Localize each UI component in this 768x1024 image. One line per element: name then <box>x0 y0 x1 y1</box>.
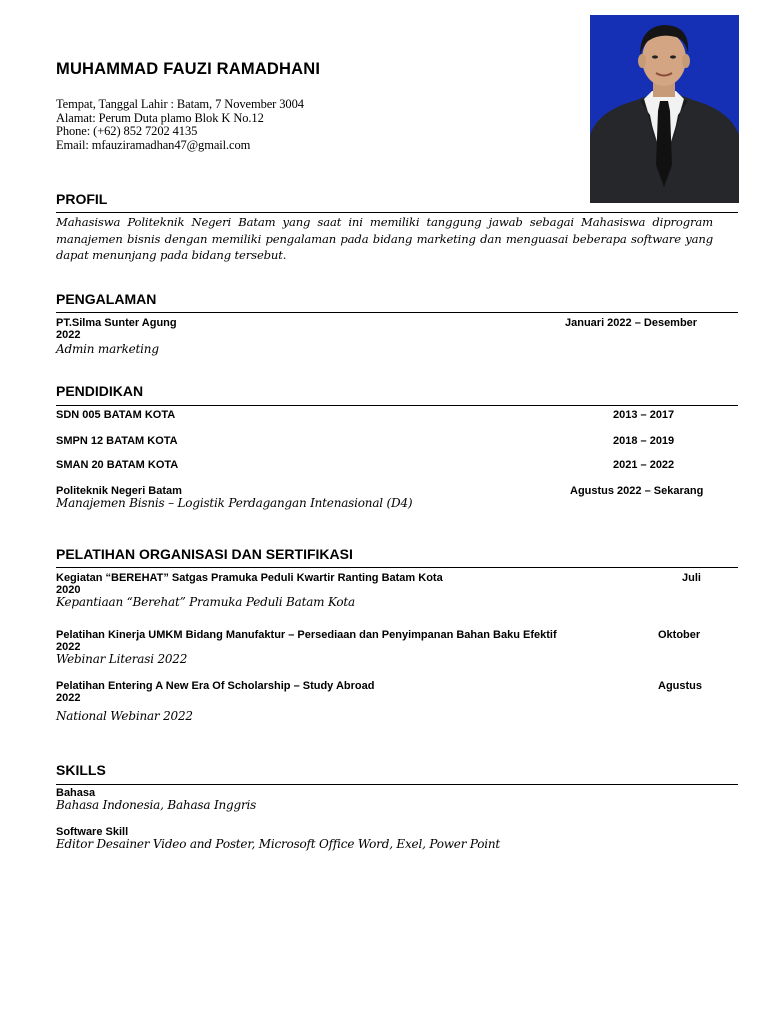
education-date: Agustus 2022 – Sekarang <box>570 485 704 497</box>
email: Email: mfauziramadhan47@gmail.com <box>56 137 251 152</box>
section-divider <box>56 212 738 213</box>
experience-company: PT.Silma Sunter Agung <box>56 317 177 329</box>
skill-label-software: Software Skill <box>56 826 129 838</box>
education-date: 2018 – 2019 <box>613 435 675 447</box>
training-desc: Kepantiaan “Berehat” Pramuka Peduli Batam Kota <box>56 595 356 609</box>
person-photo-icon <box>590 15 739 203</box>
training-title: Kegiatan “BEREHAT” Satgas Pramuka Peduli Kwartir Ranting Batam Kota <box>56 572 443 584</box>
section-heading-profil: PROFIL <box>56 191 108 207</box>
full-name: MUHAMMAD FAUZI RAMADHANI <box>56 60 321 78</box>
address: Alamat: Perum Duta plamo Blok K No.12 <box>56 110 264 125</box>
section-heading-pengalaman: PENGALAMAN <box>56 291 157 307</box>
contact-info <box>56 98 304 152</box>
training-month: Agustus <box>658 680 702 692</box>
experience-role: Admin marketing <box>56 342 159 356</box>
skill-value-bahasa: Bahasa Indonesia, Bahasa Inggris <box>56 798 257 812</box>
phone: Phone: (+62) 852 7202 4135 <box>56 124 198 139</box>
education-date: 2013 – 2017 <box>613 409 675 421</box>
birth-info: Tempat, Tanggal Lahir : Batam, 7 November 3004 <box>56 97 304 111</box>
section-divider <box>56 312 738 313</box>
section-divider <box>56 567 738 568</box>
training-year: 2022 <box>56 692 81 704</box>
profil-text: Mahasiswa Politeknik Negeri Batam yang saat ini memiliki tanggung jawab sebagai Mahasiswa diprogram manajemen bisnis dengan memiliki pengalaman pada bidang marketing dan menguasai beberapa software yang dapat menunjang pada bidang tersebut. <box>56 215 713 262</box>
education-school: SDN 005 BATAM KOTA <box>56 409 176 421</box>
section-heading-pendidikan: PENDIDIKAN <box>56 383 144 399</box>
education-school: Politeknik Negeri Batam <box>56 485 182 497</box>
training-desc: Webinar Literasi 2022 <box>56 652 188 666</box>
profile-photo <box>590 15 739 203</box>
training-title: Pelatihan Kinerja UMKM Bidang Manufaktur – Persediaan dan Penyimpanan Bahan Baku Efektif <box>56 629 557 641</box>
section-divider <box>56 405 738 406</box>
section-heading-pelatihan: PELATIHAN ORGANISASI DAN SERTIFIKASI <box>56 546 353 562</box>
training-year: 2020 <box>56 584 81 596</box>
training-month: Oktober <box>658 629 701 641</box>
training-month: Juli <box>682 572 701 584</box>
experience-year: 2022 <box>56 329 81 341</box>
education-program: Manajemen Bisnis – Logistik Perdagangan Intenasional (D4) <box>56 496 413 510</box>
section-divider <box>56 784 738 785</box>
skill-label-bahasa: Bahasa <box>56 787 96 799</box>
education-date: 2021 – 2022 <box>613 459 675 471</box>
skill-value-software: Editor Desainer Video and Poster, Microsoft Office Word, Exel, Power Point <box>56 837 501 851</box>
training-desc: National Webinar 2022 <box>56 709 193 723</box>
training-title: Pelatihan Entering A New Era Of Scholarship – Study Abroad <box>56 680 375 692</box>
experience-date: Januari 2022 – Desember <box>565 317 698 329</box>
training-year: 2022 <box>56 641 81 653</box>
education-school: SMPN 12 BATAM KOTA <box>56 435 178 447</box>
education-school: SMAN 20 BATAM KOTA <box>56 459 179 471</box>
section-heading-skills: SKILLS <box>56 762 106 778</box>
